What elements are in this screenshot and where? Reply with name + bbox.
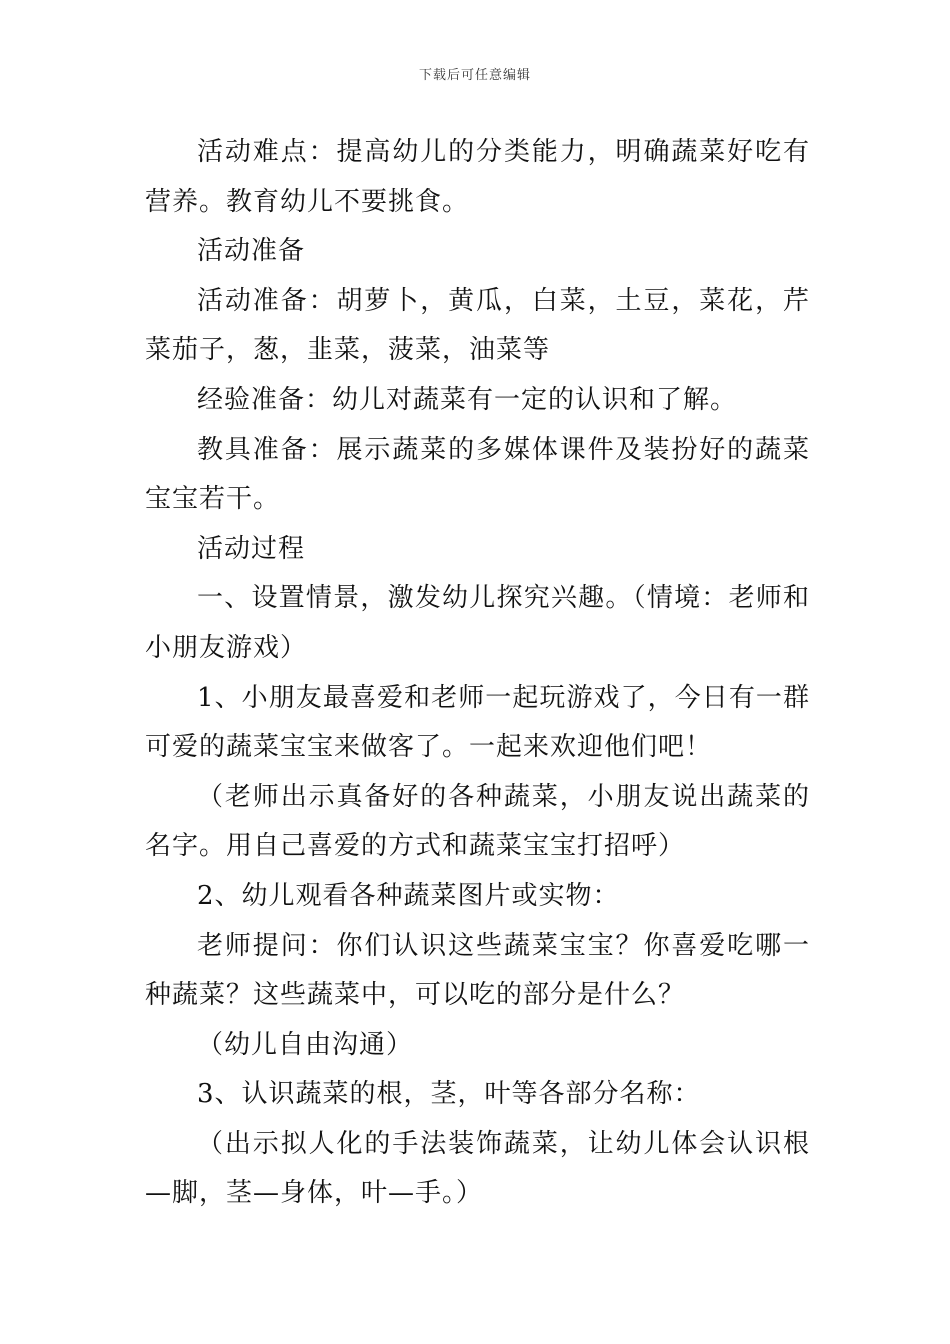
paragraph-teacher-questions: 老师提问：你们认识这些蔬菜宝宝？你喜爱吃哪一种蔬菜？这些蔬菜中，可以吃的部分是什么？: [145, 930, 810, 1011]
paragraph-step-one: 一、设置情景，激发幼儿探究兴趣。（情境：老师和小朋友游戏）: [145, 583, 810, 663]
paragraph-teacher-shows: （老师出示真备好的各种蔬菜，小朋友说出蔬菜的名字。用自己喜爱的方式和蔬菜宝宝打招呼）: [145, 781, 810, 862]
paragraph-activity-difficulty: 活动难点：提高幼儿的分类能力，明确蔬菜好吃有营养。教育幼儿不要挑食。: [145, 137, 810, 217]
paragraph-experience-preparation: 经验准备：幼儿对蔬菜有一定的认识和了解。: [197, 384, 738, 415]
paragraph-material-preparation: 活动准备：胡萝卜，黄瓜，白菜，土豆，菜花，芹菜茄子，葱，韭菜，菠菜，油菜等: [145, 285, 810, 366]
document-body: [145, 128, 810, 1219]
page-header: 下载后可任意编辑: [418, 68, 531, 83]
heading-activity-preparation: 活动准备: [197, 236, 306, 267]
paragraph-teaching-aids: 教具准备：展示蔬菜的多媒体课件及装扮好的蔬菜宝宝若干。: [145, 434, 810, 515]
paragraph-personification: （出示拟人化的手法装饰蔬菜，让幼儿体会认识根—脚，茎—身体，叶—手。）: [145, 1128, 810, 1209]
paragraph-item-3: 3、认识蔬菜的根，茎，叶等各部分名称：: [197, 1079, 701, 1110]
heading-activity-process: 活动过程: [197, 533, 306, 564]
paragraph-item-2: 2、幼儿观看各种蔬菜图片或实物：: [197, 880, 620, 911]
paragraph-free-talk: （幼儿自由沟通）: [197, 1029, 414, 1060]
paragraph-item-1: 1、小朋友最喜爱和老师一起玩游戏了，今日有一群可爱的蔬菜宝宝来做客了。一起来欢迎他们吧！: [145, 682, 810, 763]
